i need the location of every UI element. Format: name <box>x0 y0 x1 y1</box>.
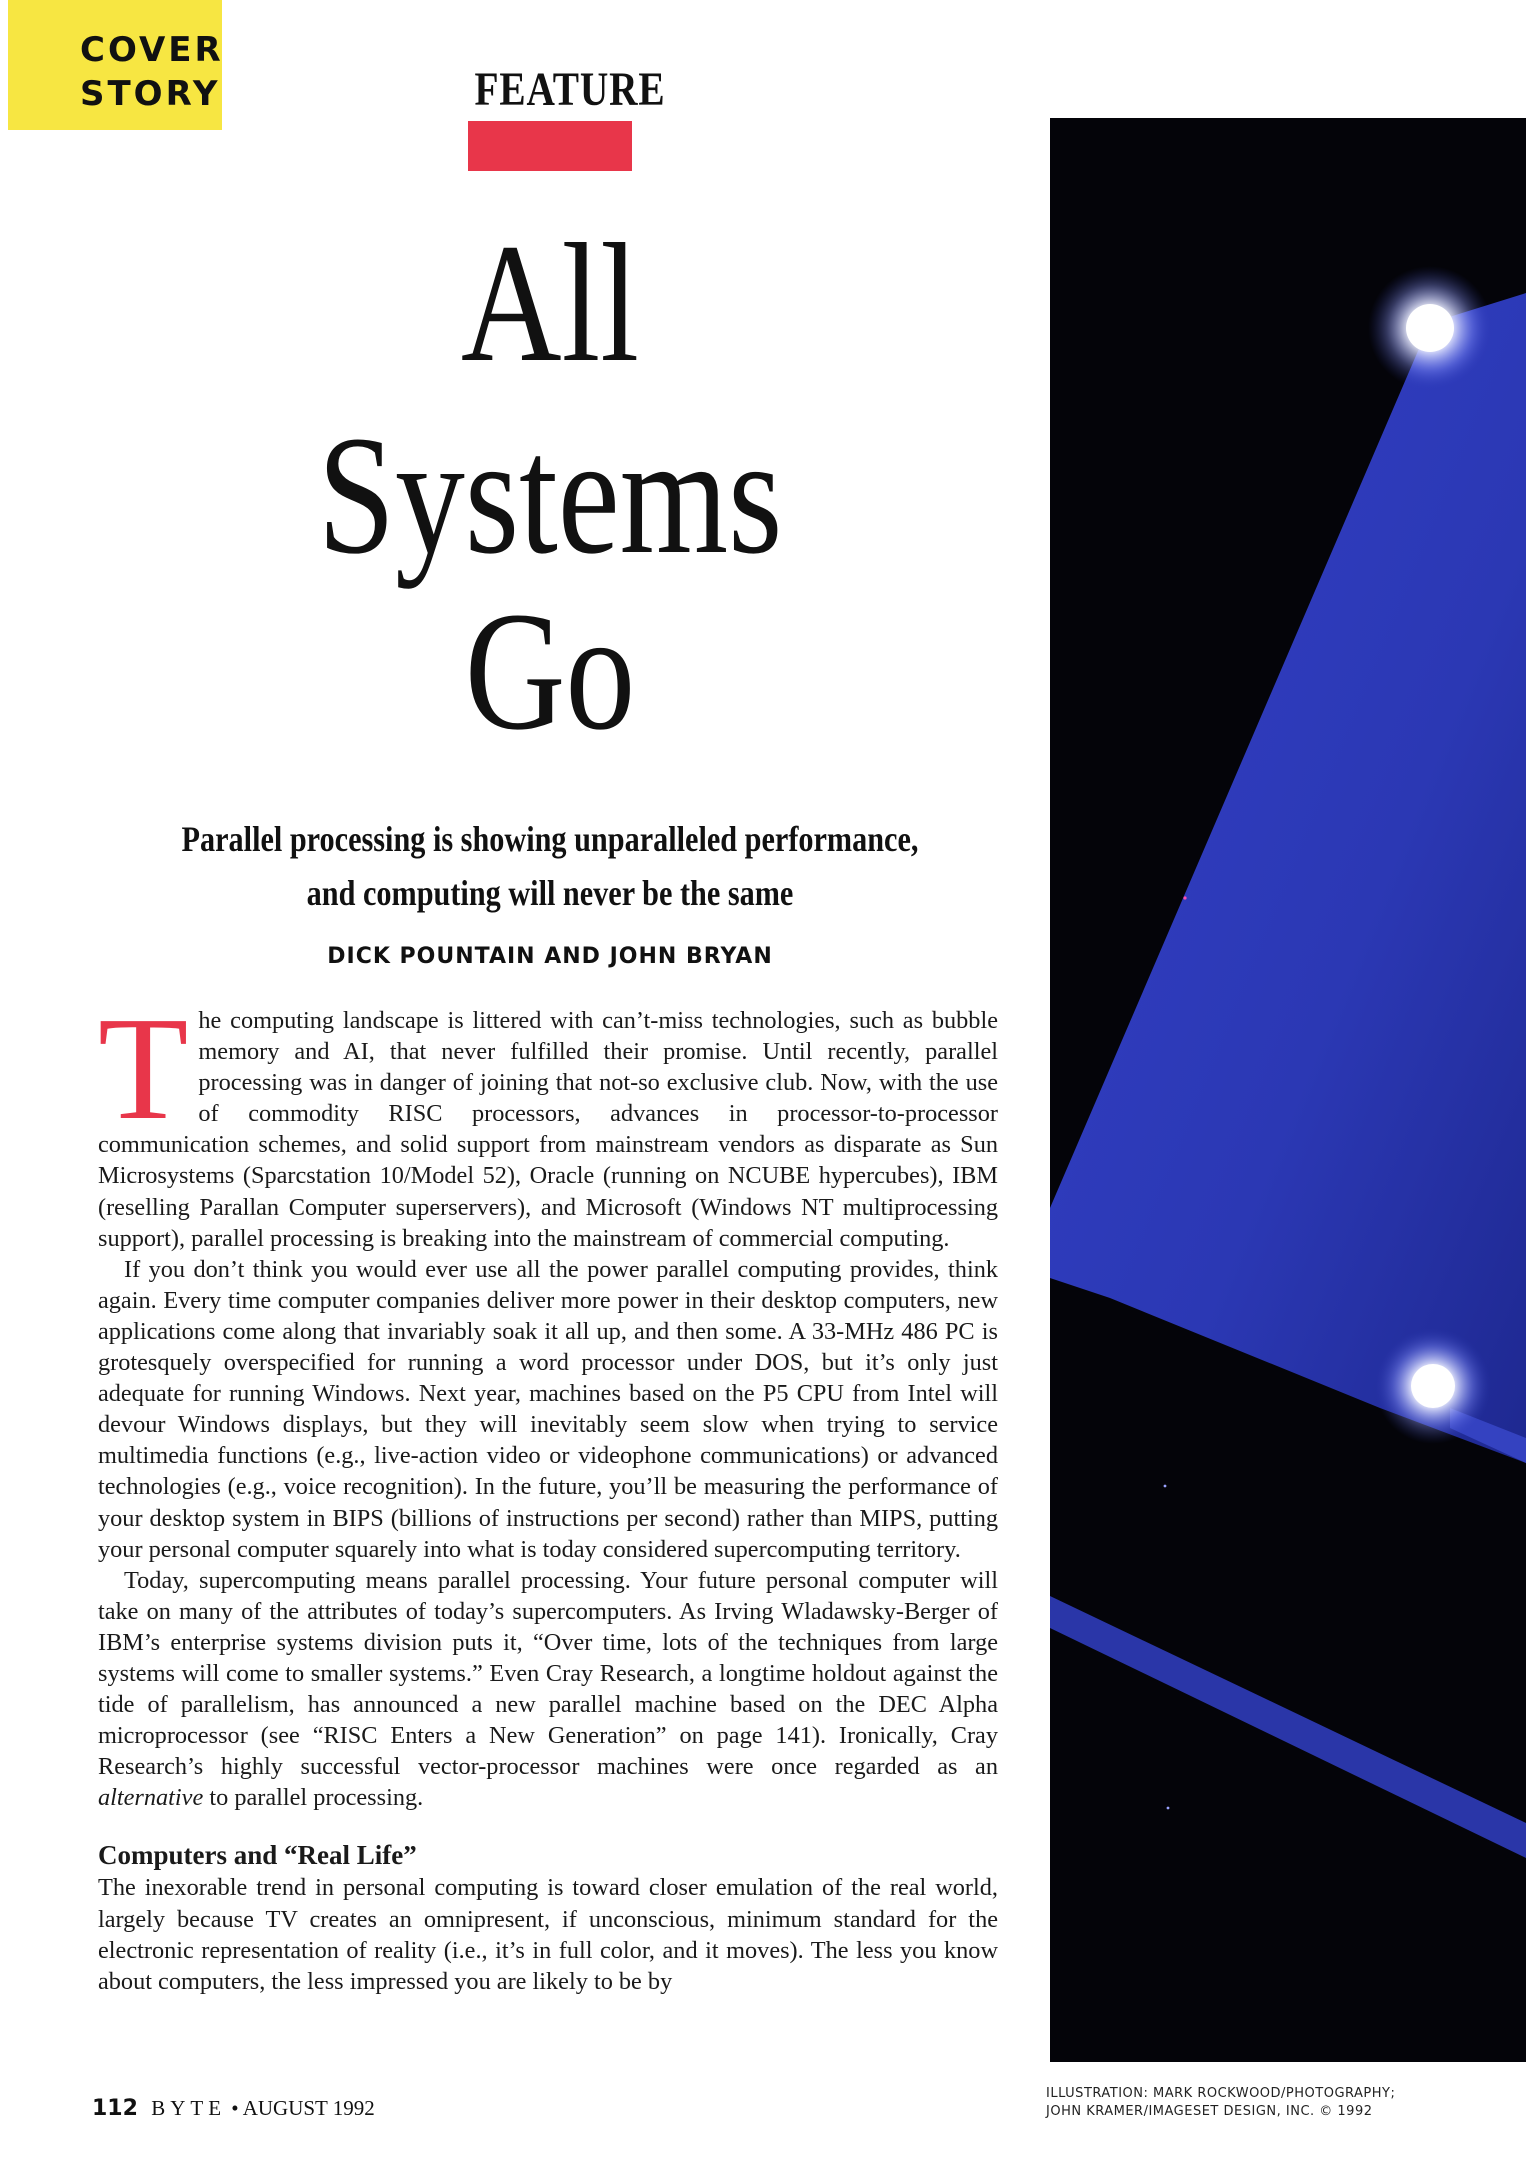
article-paragraph-3 <box>98 1565 998 1814</box>
illustration-light-upper-core <box>1406 304 1454 352</box>
article-paragraph-2: If you don’t think you would ever use all the power parallel computing provides, think again. Every time computer companies deliver more power in their desktop computers, new applications come along that invariably soak it all up, and then some. A 33-MHz 486 PC is grotesquely overspecified for running a word processor under DOS, but it’s only just adequate for running Windows. Next year, machines based on the P5 CPU from Intel will devour Windows displays, but they will inevitably seem slow when trying to service multimedia functions (e.g., live-action video or videophone communications) or advanced technologies (e.g., voice recognition). In the future, you’ll be measuring the performance of your desktop system in BIPS (billions of instructions per second) rather than MIPS, putting your personal computer squarely into what is today considered supercomputing territory. <box>98 1255 998 1563</box>
feature-label: FEATURE <box>474 63 666 116</box>
folio-issue: AUGUST 1992 <box>242 2096 375 2120</box>
article-paragraph-3-text-a: Today, supercomputing means parallel processing. Your future personal computer will take on many of the attributes of today’s supercomputers. As Irving Wladawsky-Berger of IBM’s enterprise systems division puts it, “Over time, lots of the techniques from large systems will come to smaller systems.” Even Cray Research, a longtime holdout against the tide of parallelism, has announced a new parallel machine based on the DEC Alpha microprocessor (see “RISC Enters a New Generation” on page 141). Ironically, Cray Research’s highly successful vector-processor machines were once regarded as an <box>98 1566 998 1781</box>
article-paragraph-3-italic: alternative <box>98 1784 204 1812</box>
page-folio <box>92 2096 375 2121</box>
illustration-artwork <box>1050 118 1526 2062</box>
illustration-light-lower-core <box>1411 1364 1455 1408</box>
article-paragraph-1-text: he computing landscape is littered with can’t-miss technologies, such as bubble memory and AI, that never fulfilled their promise. Until recently, parallel processing was in danger of joining that not-so exclusive club. Now, with the use of commodity RISC processors, advances in processor-to-processor communication schemes, and solid support from mainstream vendors as disparate as Sun Microsystems (Sparcstation 10/Model 52), Oracle (running on NCUBE hypercubes), IBM (reselling Parallan Computer superservers), and Microsoft (Windows NT multiprocessing support), parallel processing is breaking into the mainstream of commercial computing. <box>98 1007 998 1252</box>
article-paragraph-4: The inexorable trend in personal computing is toward closer emulation of the real world, largely because TV creates an omnipresent, if unconscious, minimum standard for the electronic representation of reality (i.e., it’s in full color, and it moves). The less you know about computers, the less impressed you are likely to be by <box>98 1874 998 1995</box>
cover-story-line2: STORY <box>80 74 221 114</box>
article-paragraph-1 <box>98 987 998 1254</box>
illustration-credit <box>1046 2085 1506 2121</box>
article-paragraph-3-text-b: to parallel processing. <box>203 1784 424 1812</box>
byline: DICK POUNTAIN AND JOHN BRYAN <box>327 944 773 969</box>
cover-illustration <box>1050 118 1526 2062</box>
feature-red-bar <box>468 121 632 171</box>
credit-line1: ILLUSTRATION: MARK ROCKWOOD/PHOTOGRAPHY; <box>1046 2086 1396 2101</box>
cover-story-line1: COVER <box>80 30 224 70</box>
folio-separator: • <box>231 2096 239 2120</box>
deck-line2: and computing will never be the same <box>306 873 794 913</box>
cover-story-tab <box>8 0 222 130</box>
drop-cap: T <box>98 987 189 1151</box>
credit-line2: JOHN KRAMER/IMAGESET DESIGN, INC. © 1992 <box>1046 2104 1373 2119</box>
illustration-dot <box>1183 896 1186 899</box>
article-subhead: Computers and “Real Life” <box>98 1840 417 1871</box>
headline-line1: All <box>460 209 640 397</box>
illustration-dot <box>1167 1807 1170 1810</box>
article-body <box>98 987 998 1997</box>
headline-line3: Go <box>464 577 636 765</box>
folio-magazine: BYTE <box>151 2096 227 2120</box>
deck-line1: Parallel processing is showing unparalleled performance, <box>181 819 919 859</box>
folio-page-number: 112 <box>92 2096 138 2121</box>
illustration-dot <box>1164 1485 1167 1488</box>
headline-line2: Systems <box>317 401 783 589</box>
